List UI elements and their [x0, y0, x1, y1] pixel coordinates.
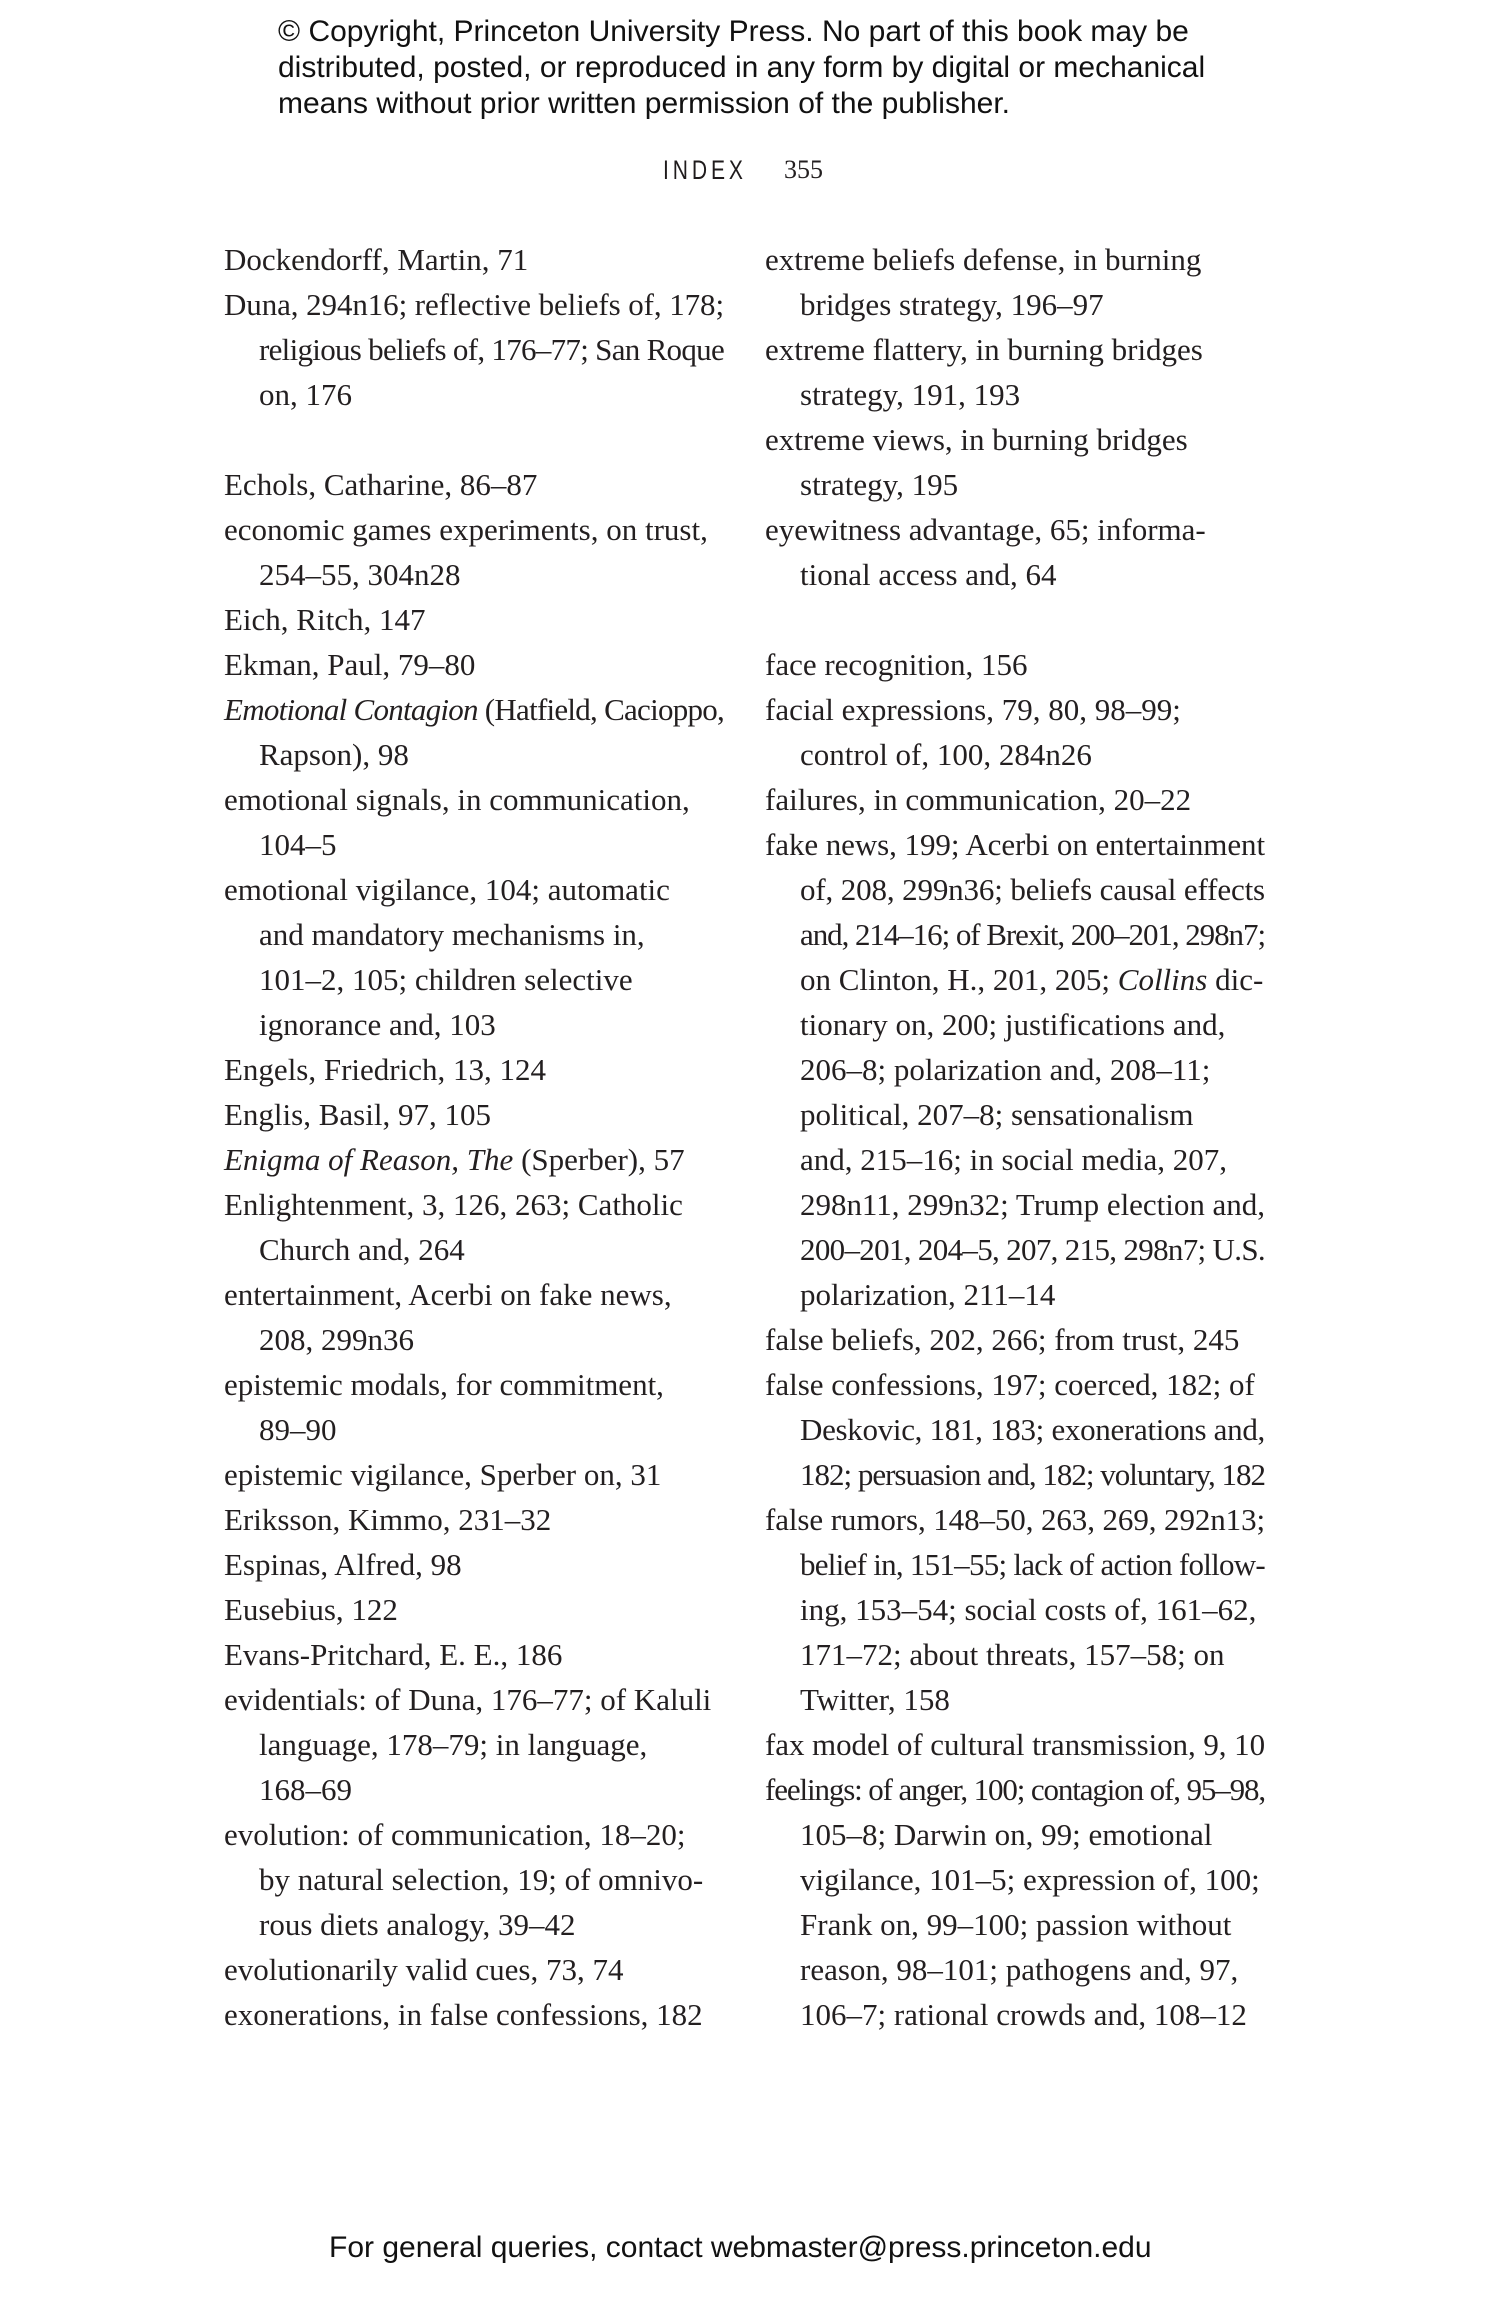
entry-text: [224, 687, 724, 732]
entry-text: language, 178–79; in language,: [259, 1727, 648, 1762]
entry-first-line: [224, 1272, 724, 1317]
entry-text: Eusebius, 122: [224, 1592, 398, 1627]
index-entry: [224, 1992, 724, 2037]
index-entry: [765, 507, 1265, 597]
entry-first-line: [224, 1542, 724, 1587]
entry-text: and mandatory mechanisms in,: [259, 917, 645, 952]
index-entry: [765, 822, 1265, 1317]
entry-first-line: [224, 642, 724, 687]
entry-text: and, 215–16; in social media, 207,: [800, 1142, 1228, 1177]
entry-first-line: [224, 1362, 724, 1407]
entry-text: 105–8; Darwin on, 99; emotional: [800, 1817, 1213, 1852]
entry-continuation-line: [224, 1722, 724, 1767]
entry-text: evolution: of communication, 18–20;: [224, 1817, 686, 1852]
index-entry: [224, 777, 724, 867]
entry-text: [800, 957, 1263, 1002]
entry-first-line: [765, 1497, 1265, 1542]
index-column-right: [765, 237, 1265, 2037]
entry-text: strategy, 195: [800, 467, 959, 502]
entry-text: by natural selection, 19; of omnivo-: [259, 1862, 704, 1897]
index-entry: [224, 1947, 724, 1992]
entry-first-line: [765, 1362, 1265, 1407]
entry-text: on, 176: [259, 377, 352, 412]
entry-first-line: [765, 822, 1265, 867]
copyright-line: distributed, posted, or reproduced in any form by digital or mechanical: [278, 51, 1206, 84]
entry-text: fake news, 199; Acerbi on entertainment: [765, 827, 1265, 862]
entry-text: 208, 299n36: [259, 1322, 414, 1357]
index-entry: [224, 507, 724, 597]
entry-text: Englis, Basil, 97, 105: [224, 1097, 491, 1132]
entry-first-line: [765, 642, 1265, 687]
entry-text: Rapson), 98: [259, 737, 409, 772]
entry-text: false beliefs, 202, 266; from trust, 245: [765, 1322, 1240, 1357]
index-entry: [765, 687, 1265, 777]
entry-text: economic games experiments, on trust,: [224, 512, 708, 547]
entry-first-line: [224, 687, 724, 732]
footer-contact: For general queries, contact webmaster@press.princeton.edu: [329, 2231, 1152, 2264]
entry-continuation-line: [765, 1227, 1265, 1272]
index-entry: [765, 327, 1265, 417]
entry-continuation-line: [765, 1632, 1265, 1677]
entry-text: Twitter, 158: [800, 1682, 950, 1717]
index-entry: [224, 237, 724, 282]
entry-continuation-line: [765, 1452, 1265, 1497]
entry-text: reason, 98–101; pathogens and, 97,: [800, 1952, 1239, 1987]
page-number: 355: [784, 155, 823, 184]
entry-continuation-line: [224, 912, 724, 957]
index-entry: [224, 282, 724, 417]
entry-text: fax model of cultural transmission, 9, 10: [765, 1727, 1266, 1762]
index-column-left: [224, 237, 724, 2037]
entry-text: 168–69: [259, 1772, 352, 1807]
entry-first-line: [224, 1497, 724, 1542]
entry-continuation-line: [765, 552, 1265, 597]
entry-continuation-line: [224, 732, 724, 777]
entry-continuation-line: [224, 822, 724, 867]
index-entry: [224, 597, 724, 642]
entry-continuation-line: [224, 552, 724, 597]
copyright-line: © Copyright, Princeton University Press. No part of this book may be: [278, 15, 1189, 48]
index-entry: [765, 1497, 1265, 1722]
entry-text: entertainment, Acerbi on fake news,: [224, 1277, 672, 1312]
index-entry: [224, 1362, 724, 1452]
index-entry: [765, 1722, 1265, 1767]
entry-text: tional access and, 64: [800, 557, 1057, 592]
entry-text: Duna, 294n16; reflective beliefs of, 178;: [224, 287, 724, 322]
entry-first-line: [765, 1317, 1265, 1362]
index-entry: [224, 1182, 724, 1272]
entry-text-segment: (Sperber), 57: [513, 1142, 685, 1177]
entry-text: Dockendorff, Martin, 71: [224, 242, 529, 277]
copyright-notice: [278, 14, 1205, 122]
italic-title: Enigma of Reason, The: [224, 1142, 514, 1177]
entry-first-line: [224, 1047, 724, 1092]
entry-continuation-line: [765, 1047, 1265, 1092]
index-entry: [765, 1362, 1265, 1497]
entry-first-line: [765, 777, 1265, 822]
index-entry: [224, 642, 724, 687]
letter-group: [224, 237, 724, 417]
entry-first-line: [765, 507, 1265, 552]
entry-first-line: [224, 1182, 724, 1227]
index-entry: [224, 462, 724, 507]
entry-continuation-line: [765, 1587, 1265, 1632]
entry-text-segment: dic-: [1207, 962, 1264, 997]
entry-text: 89–90: [259, 1412, 337, 1447]
entry-text: Evans-Pritchard, E. E., 186: [224, 1637, 563, 1672]
entry-text: strategy, 191, 193: [800, 377, 1021, 412]
entry-text: 254–55, 304n28: [259, 557, 461, 592]
index-entry: [224, 1452, 724, 1497]
letter-group: [765, 642, 1265, 2037]
entry-first-line: [765, 1767, 1265, 1812]
index-entry: [224, 867, 724, 1047]
entry-first-line: [224, 597, 724, 642]
entry-text: control of, 100, 284n26: [800, 737, 1092, 772]
entry-text: false confessions, 197; coerced, 182; of: [765, 1367, 1255, 1402]
entry-text: 182; persuasion and, 182; voluntary, 182: [800, 1457, 1265, 1492]
entry-text: extreme views, in burning bridges: [765, 422, 1188, 457]
index-entry: [224, 1812, 724, 1947]
entry-continuation-line: [224, 1407, 724, 1452]
entry-text: 206–8; polarization and, 208–11;: [800, 1052, 1211, 1087]
entry-text: evidentials: of Duna, 176–77; of Kaluli: [224, 1682, 712, 1717]
entry-text: 200–201, 204–5, 207, 215, 298n7; U.S.: [800, 1232, 1265, 1267]
entry-continuation-line: [224, 327, 724, 372]
entry-text: evolutionarily valid cues, 73, 74: [224, 1952, 624, 1987]
entry-text: rous diets analogy, 39–42: [259, 1907, 576, 1942]
entry-text: facial expressions, 79, 80, 98–99;: [765, 692, 1181, 727]
entry-continuation-line: [224, 1317, 724, 1362]
entry-continuation-line: [765, 462, 1265, 507]
entry-text: Enlightenment, 3, 126, 263; Catholic: [224, 1187, 683, 1222]
entry-text: extreme flattery, in burning bridges: [765, 332, 1203, 367]
entry-first-line: [224, 1812, 724, 1857]
entry-text: emotional vigilance, 104; automatic: [224, 872, 670, 907]
entry-first-line: [224, 1452, 724, 1497]
entry-first-line: [224, 1992, 724, 2037]
entry-continuation-line: [224, 1857, 724, 1902]
entry-continuation-line: [765, 1272, 1265, 1317]
entry-first-line: [224, 462, 724, 507]
entry-continuation-line: [224, 1002, 724, 1047]
entry-first-line: [765, 237, 1265, 282]
italic-title: Collins: [1117, 962, 1208, 997]
entry-text: 171–72; about threats, 157–58; on: [800, 1637, 1225, 1672]
entry-first-line: [765, 327, 1265, 372]
entry-text: vigilance, 101–5; expression of, 100;: [800, 1862, 1260, 1897]
entry-first-line: [224, 777, 724, 822]
entry-continuation-line: [224, 1902, 724, 1947]
entry-first-line: [224, 237, 724, 282]
entry-first-line: [224, 282, 724, 327]
entry-continuation-line: [765, 372, 1265, 417]
entry-text: face recognition, 156: [765, 647, 1028, 682]
entry-continuation-line: [765, 1947, 1265, 1992]
index-entry: [224, 1497, 724, 1542]
entry-first-line: [224, 1947, 724, 1992]
letter-group: [224, 462, 724, 2037]
entry-first-line: [765, 417, 1265, 462]
entry-text: extreme beliefs defense, in burning: [765, 242, 1202, 277]
index-entry: [224, 1542, 724, 1587]
entry-continuation-line: [224, 372, 724, 417]
entry-text: 101–2, 105; children selective: [259, 962, 633, 997]
index-entry: [765, 237, 1265, 327]
index-entry: [224, 1272, 724, 1362]
entry-text: Echols, Catharine, 86–87: [224, 467, 538, 502]
entry-text: 298n11, 299n32; Trump election and,: [800, 1187, 1266, 1222]
entry-text: exonerations, in false confessions, 182: [224, 1997, 703, 2032]
entry-first-line: [224, 1137, 724, 1182]
running-head-label: INDEX: [663, 155, 747, 185]
entry-continuation-line: [765, 1182, 1265, 1227]
entry-continuation-line: [765, 1407, 1265, 1452]
index-entry: [224, 1677, 724, 1812]
entry-text-segment: (Hatfield, Cacioppo,: [477, 692, 724, 727]
entry-text: political, 207–8; sensationalism: [800, 1097, 1194, 1132]
entry-text: ing, 153–54; social costs of, 161–62,: [800, 1592, 1257, 1627]
entry-first-line: [224, 1092, 724, 1137]
index-entry: [765, 642, 1265, 687]
entry-continuation-line: [765, 1677, 1265, 1722]
entry-continuation-line: [765, 867, 1265, 912]
entry-text: Espinas, Alfred, 98: [224, 1547, 462, 1582]
copyright-line: means without prior written permission of the publisher.: [278, 87, 1011, 120]
entry-text: belief in, 151–55; lack of action follow-: [800, 1547, 1265, 1582]
entry-continuation-line: [765, 1812, 1265, 1857]
entry-text: eyewitness advantage, 65; informa-: [765, 512, 1206, 547]
entry-text: Church and, 264: [259, 1232, 465, 1267]
entry-text: Frank on, 99–100; passion without: [800, 1907, 1232, 1942]
entry-continuation-line: [765, 732, 1265, 777]
entry-text: bridges strategy, 196–97: [800, 287, 1104, 322]
index-entry: [224, 1047, 724, 1092]
entry-text: Ekman, Paul, 79–80: [224, 647, 476, 682]
entry-text: emotional signals, in communication,: [224, 782, 690, 817]
entry-first-line: [224, 1677, 724, 1722]
entry-continuation-line: [765, 1137, 1265, 1182]
entry-text: ignorance and, 103: [259, 1007, 496, 1042]
entry-continuation-line: [224, 957, 724, 1002]
entry-first-line: [224, 507, 724, 552]
entry-continuation-line: [765, 1542, 1265, 1587]
entry-continuation-line: [765, 1902, 1265, 1947]
letter-group: [765, 237, 1265, 597]
entry-first-line: [765, 1722, 1265, 1767]
entry-text: Eich, Ritch, 147: [224, 602, 426, 637]
index-entry: [765, 417, 1265, 507]
entry-text-segment: on Clinton, H., 201, 205;: [800, 962, 1118, 997]
entry-text: [224, 1137, 685, 1182]
entry-text: of, 208, 299n36; beliefs causal effects: [800, 872, 1265, 907]
entry-continuation-line: [224, 1227, 724, 1272]
index-entry: [224, 1137, 724, 1182]
entry-text: 104–5: [259, 827, 337, 862]
entry-first-line: [224, 1587, 724, 1632]
entry-continuation-line: [765, 1002, 1265, 1047]
entry-text: Deskovic, 181, 183; exonerations and,: [800, 1412, 1265, 1447]
index-entry: [765, 1317, 1265, 1362]
index-entry: [765, 1767, 1265, 2037]
index-entry: [224, 1587, 724, 1632]
entry-text: tionary on, 200; justifications and,: [800, 1007, 1226, 1042]
entry-text: Engels, Friedrich, 13, 124: [224, 1052, 547, 1087]
index-entry: [224, 1632, 724, 1677]
entry-text: 106–7; rational crowds and, 108–12: [800, 1997, 1247, 2032]
index-entry: [765, 777, 1265, 822]
entry-text: feelings: of anger, 100; contagion of, 95–98,: [765, 1772, 1265, 1807]
entry-first-line: [765, 687, 1265, 732]
entry-text: polarization, 211–14: [800, 1277, 1056, 1312]
entry-text: false rumors, 148–50, 263, 269, 292n13;: [765, 1502, 1266, 1537]
entry-text: and, 214–16; of Brexit, 200–201, 298n7;: [800, 917, 1265, 952]
entry-text: religious beliefs of, 176–77; San Roque: [259, 332, 724, 367]
entry-continuation-line: [765, 1992, 1265, 2037]
entry-continuation-line: [765, 1857, 1265, 1902]
entry-continuation-line: [765, 957, 1265, 1002]
entry-text: epistemic vigilance, Sperber on, 31: [224, 1457, 662, 1492]
entry-first-line: [224, 1632, 724, 1677]
entry-continuation-line: [765, 1092, 1265, 1137]
entry-text: Eriksson, Kimmo, 231–32: [224, 1502, 552, 1537]
entry-continuation-line: [765, 282, 1265, 327]
entry-text: failures, in communication, 20–22: [765, 782, 1192, 817]
entry-first-line: [224, 867, 724, 912]
entry-continuation-line: [224, 1767, 724, 1812]
index-entry: [224, 1092, 724, 1137]
entry-continuation-line: [765, 912, 1265, 957]
index-entry: [224, 687, 724, 777]
entry-text: epistemic modals, for commitment,: [224, 1367, 664, 1402]
italic-title: Emotional Contagion: [224, 692, 478, 727]
